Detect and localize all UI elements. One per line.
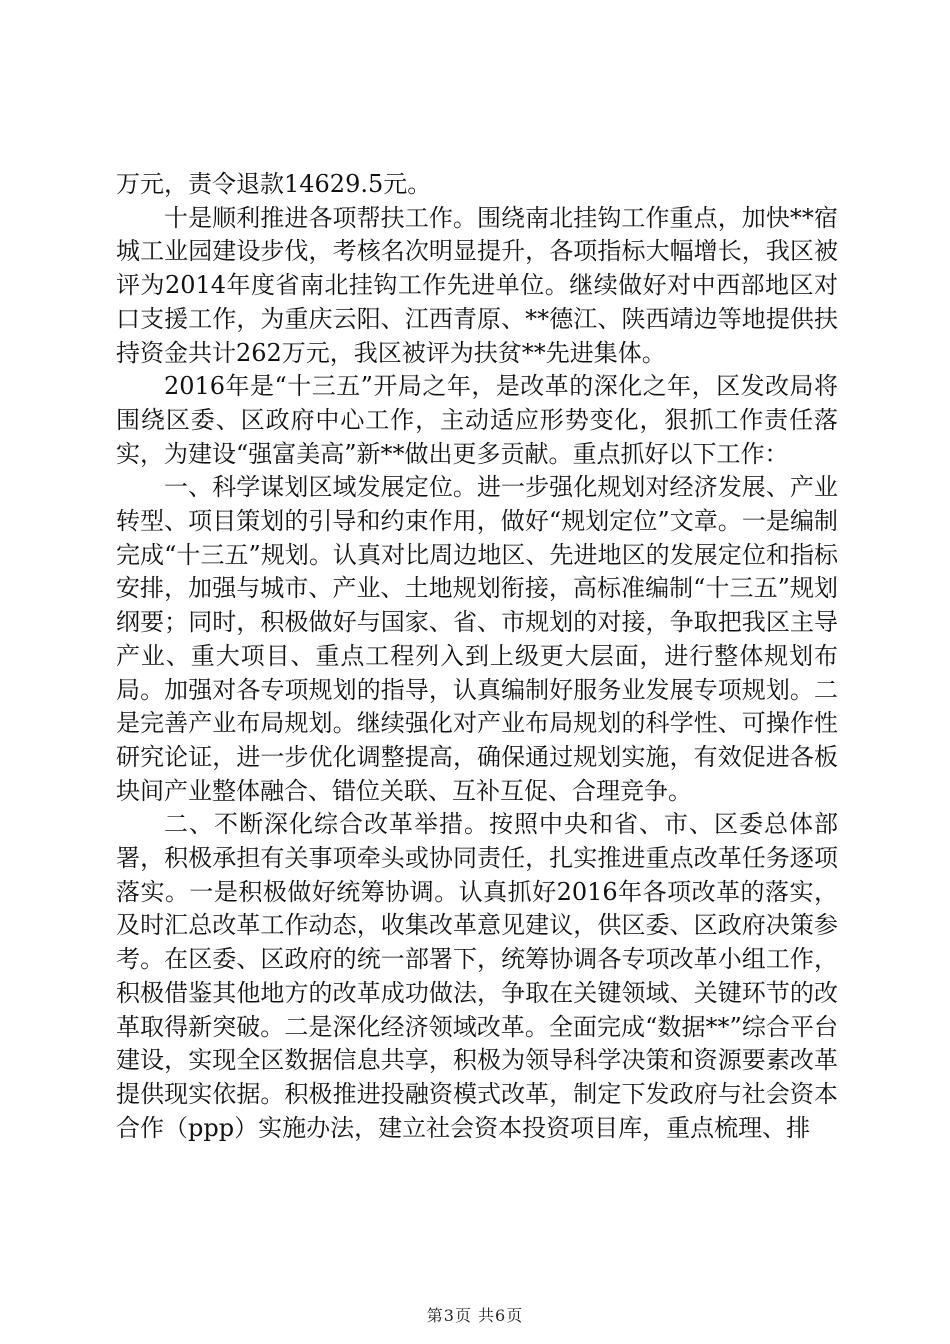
paragraph-5: 二、不断深化综合改革举措。按照中央和省、市、区委总体部署，积极承担有关事项牵头或协同责任，扎实推进重点改革任务逐项落实。一是积极做好统筹协调。认真抓好2016年各项改革的落实，及时汇总改革工作动态，收集改革意见建议，供区委、区政府决策参考。在区委、区政府的统一部署下，统筹协调各专项改革小组工作，积极借鉴其他地方的改革成功做法，争取在关键领域、关键环节的改革取得新突破。二是深化经济领域改革。全面完成“数据**”综合平台建设，实现全区数据信息共享，积极为领导科学决策和资源要素改革提供现实依据。积极推进投融资模式改革，制定下发政府与社会资本合作（ppp）实施办法，建立社会资本投资项目库，重点梳理、排 (116, 810, 838, 1142)
paragraph-3: 2016年是“十三五”开局之年，是改革的深化之年，区发改局将围绕区委、区政府中心工作，主动适应形势变化，狠抓工作责任落实，为建设“强富美高”新**做出更多贡献。重点抓好以下工作： (116, 372, 838, 468)
paragraph-4: 一、科学谋划区域发展定位。进一步强化规划对经济发展、产业转型、项目策划的引导和约束作用，做好“规划定位”文章。一是编制完成“十三五”规划。认真对比周边地区、先进地区的发展定位和指标安排，加强与城市、产业、土地规划衔接，高标准编制“十三五”规划纲要；同时，积极做好与国家、省、市规划的对接，争取把我区主导产业、重大项目、重点工程列入到上级更大层面，进行整体规划布局。加强对各专项规划的指导，认真编制好服务业发展专项规划。二是完善产业布局规划。继续强化对产业布局规划的科学性、可操作性研究论证，进一步优化调整提高，确保通过规划实施，有效促进各板块间产业整体融合、错位关联、互补互促、合理竞争。 (116, 473, 838, 805)
document-body (116, 168, 838, 1145)
page-footer: 第3页 共6页 (426, 1306, 524, 1325)
paragraph-1: 万元，责令退款14629.5元。 (116, 170, 432, 198)
paragraph-2: 十是顺利推进各项帮扶工作。围绕南北挂钩工作重点，加快**宿城工业园建设步伐，考核名次明显提升，各项指标大幅增长，我区被评为2014年度省南北挂钩工作先进单位。继续做好对中西部地区对口支援工作，为重庆云阳、江西青原、**德江、陕西靖边等地提供扶持资金共计262万元，我区被评为扶贫**先进集体。 (116, 203, 838, 367)
